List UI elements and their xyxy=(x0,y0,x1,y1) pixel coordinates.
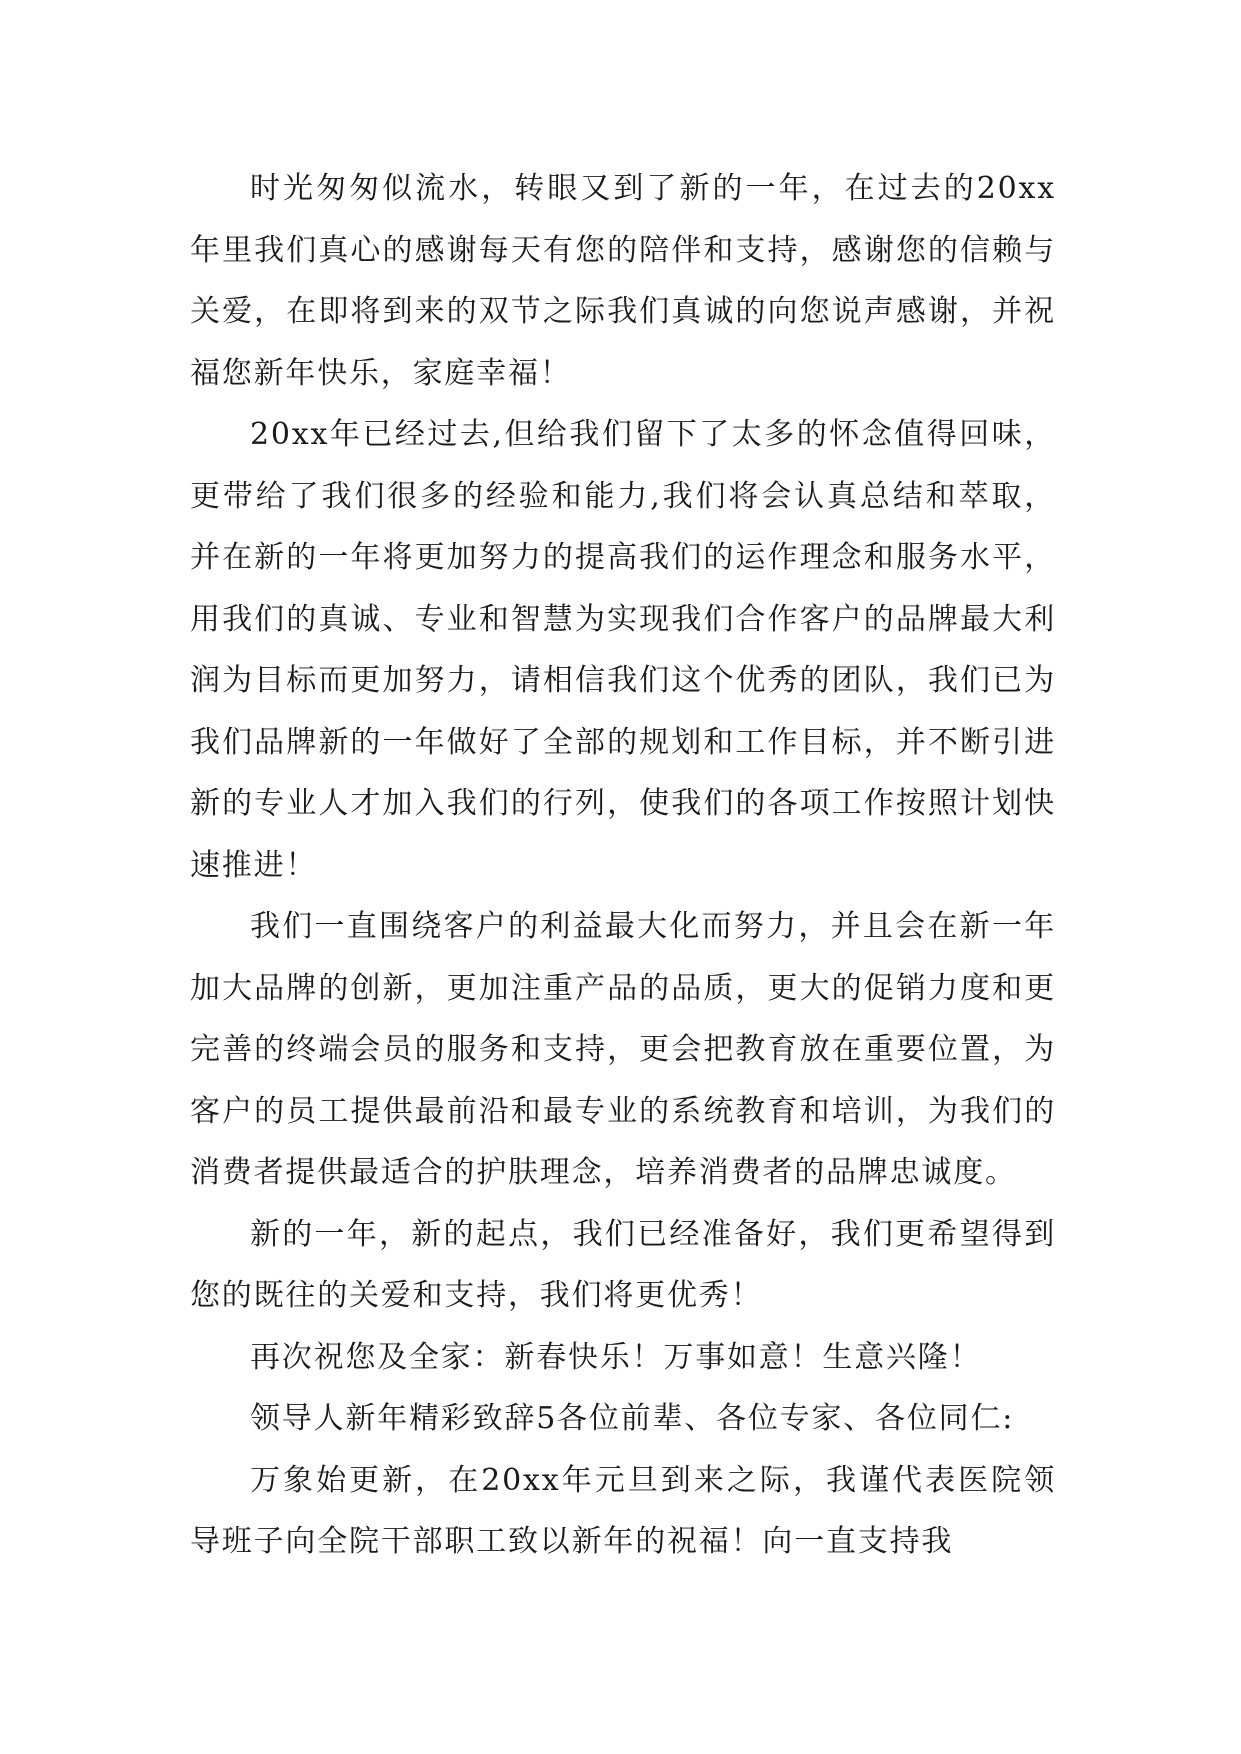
paragraph-7: 万象始更新，在20xx年元旦到来之际，我谨代表医院领导班子向全院干部职工致以新年的祝福！向一直支持我 xyxy=(190,1462,1056,1559)
paragraph-1: 时光匆匆似流水，转眼又到了新的一年，在过去的20xx年里我们真心的感谢每天有您的陪伴和支持，感谢您的信赖与关爱，在即将到来的双节之际我们真诚的向您说声感谢，并祝福您新年快乐，家庭幸福！ xyxy=(190,171,1056,391)
paragraph-4: 新的一年，新的起点，我们已经准备好，我们更希望得到您的既往的关爱和支持，我们将更优秀！ xyxy=(190,1216,1056,1313)
document-body xyxy=(190,158,1056,1573)
paragraph-5: 再次祝您及全家：新春快乐！万事如意！生意兴隆！ xyxy=(250,1339,982,1375)
paragraph-6: 领导人新年精彩致辞5各位前辈、各位专家、各位同仁: xyxy=(250,1401,1015,1436)
paragraph-2: 20xx年已经过去,但给我们留下了太多的怀念值得回味，更带给了我们很多的经验和能力,我们将会认真总结和萃取，并在新的一年将更加努力的提高我们的运作理念和服务水平，用我们的真诚、专业和智慧为实现我们合作客户的品牌最大利润为目标而更加努力，请相信我们这个优秀的团队，我们已为我们品牌新的一年做好了全部的规划和工作目标，并不断引进新的专业人才加入我们的行列，使我们的各项工作按照计划快速推进！ xyxy=(190,417,1056,883)
paragraph-3: 我们一直围绕客户的利益最大化而努力，并且会在新一年加大品牌的创新，更加注重产品的品质，更大的促销力度和更完善的终端会员的服务和支持，更会把教育放在重要位置，为客户的员工提供最前沿和最专业的系统教育和培训，为我们的消费者提供最适合的护肤理念，培养消费者的品牌忠诚度。 xyxy=(190,909,1056,1190)
